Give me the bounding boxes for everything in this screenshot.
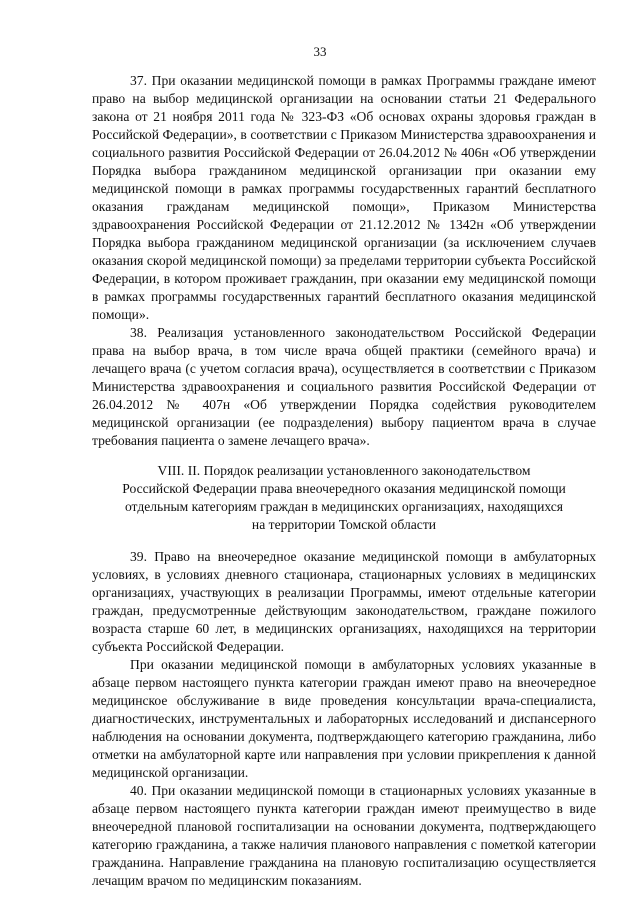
paragraph-37: 37. При оказании медицинской помощи в рамках Программы граждане имеют право на выбор медицинской организации на основании статьи 21 Федерального закона от 21 ноября 2011 года № 323-ФЗ «Об основах охраны здоровья граждан в Российской Федерации», в соответствии с Приказом Министерства здравоохранения и социального развития Российской Федерации от 26.04.2012 № 406н «Об утверждении Порядка выбора гражданином медицинской организации при оказании ему медицинской помощи в рамках программы государственных гарантий бесплатного оказания гражданам медицинской помощи», Приказом Министерства здравоохранения Российской Федерации от 21.12.2012 № 1342н «Об утверждении Порядка выбора гражданином медицинской организации (за исключением случаев оказания скорой медицинской помощи) за пределами территории субъекта Российской Федерации, в котором проживает гражданин, при оказании ему медицинской помощи в рамках программы государственных гарантий бесплатного оказания медицинской помощи».: [92, 73, 596, 322]
document-body: [92, 72, 596, 890]
section-heading-line: отдельным категориям граждан в медицинских организациях, находящихся: [124, 499, 564, 514]
section-heading-line: VIII. II. Порядок реализации установленного законодательством: [157, 463, 531, 478]
section-heading: [92, 462, 596, 534]
page-number: 33: [313, 44, 327, 59]
paragraph-40: 40. При оказании медицинской помощи в стационарных условиях указанные в абзаце первом настоящего пункта категории граждан имеют преимущество в виде внеочередной плановой госпитализации на основании документа, подтверждающего категорию гражданина, а также наличия планового направления с пометкой категории гражданина. Направление гражданина на плановую госпитализацию осуществляется лечащим врачом по медицинским показаниям.: [92, 783, 596, 888]
section-heading-line: Российской Федерации права внеочередного оказания медицинской помощи: [122, 481, 566, 496]
paragraph-38: 38. Реализация установленного законодательством Российской Федерации права на выбор врача, в том числе врача общей практики (семейного врача) и лечащего врача (с учетом согласия врача), осуществляется в соответствии с Приказом Министерства здравоохранения и социального развития Российской Федерации от 26.04.2012 № 407н «Об утверждении Порядка содействия руководителем медицинской организации (ее подразделения) выбору пациентом врача в случае требования пациента о замене лечащего врача».: [92, 325, 596, 448]
paragraph-39: 39. Право на внеочередное оказание медицинской помощи в амбулаторных условиях, в условиях дневного стационара, стационарных условиях в медицинских организациях, участвующих в реализации Программы, имеют отдельные категории граждан, предусмотренные действующим законодательством, граждане пожилого возраста старше 60 лет, в медицинских организациях, находящихся на территории субъекта Российской Федерации.: [92, 549, 596, 654]
paragraph-39-continued: При оказании медицинской помощи в амбулаторных условиях указанные в абзаце первом настоящего пункта категории граждан имеют право на внеочередное медицинское обслуживание в виде проведения консультации врача-специалиста, диагностических, инструментальных и лабораторных исследований и диспансерного наблюдения на основании документа, подтверждающего категорию гражданина, либо отметки на амбулаторной карте или направления при условии прикрепления к данной медицинской организации.: [92, 657, 596, 780]
section-heading-line: на территории Томской области: [251, 517, 437, 532]
